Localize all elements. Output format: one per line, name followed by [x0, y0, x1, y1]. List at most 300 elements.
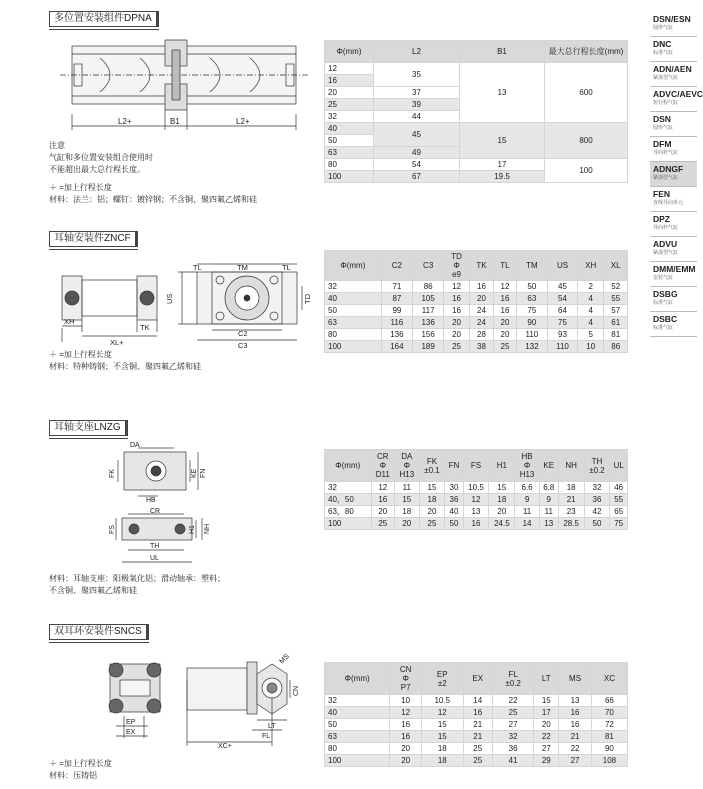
table-cell: 11 — [395, 482, 419, 494]
phi-cell: 100 — [325, 171, 374, 183]
sidebar-item-code: ADNGF — [653, 164, 684, 174]
table-cell: 75 — [548, 317, 578, 329]
table-cell: 108 — [591, 755, 627, 767]
dim-xl: XL+ — [110, 338, 124, 347]
table-cell: 13 — [539, 518, 558, 530]
dim-c2: C2 — [238, 329, 248, 338]
table-cell: 32 — [325, 695, 390, 707]
sidebar-item-subtitle: 标准气缸 — [653, 300, 674, 306]
col-header: LT — [534, 663, 559, 695]
table-cell: 40，50 — [325, 494, 372, 506]
sidebar-item-dfm[interactable] — [650, 137, 697, 162]
col-header: Φ(mm) — [325, 663, 390, 695]
col-header: UL — [610, 450, 628, 482]
table-cell: 110 — [548, 341, 578, 353]
col-header: Φ(mm) — [325, 450, 372, 482]
col-header: H1 — [489, 450, 515, 482]
table-cell: 65 — [610, 506, 628, 518]
table-cell: 22 — [559, 743, 592, 755]
sidebar-item-code: DFM — [653, 139, 672, 149]
col-header: FS — [463, 450, 489, 482]
b1-cell: 13 — [460, 63, 545, 123]
col-header: FL ±0.2 — [492, 663, 533, 695]
table-cell: 110 — [516, 329, 547, 341]
table-cell: 46 — [610, 482, 628, 494]
table-cell: 189 — [413, 341, 444, 353]
table-cell: 27 — [492, 719, 533, 731]
table-cell: 52 — [604, 281, 628, 293]
table-cell: 15 — [421, 731, 463, 743]
sncs-material: 材料：压铸铝 — [49, 771, 97, 780]
lnzg-table — [324, 449, 628, 530]
sncs-drawing — [92, 650, 307, 750]
col-header: CN Φ P7 — [390, 663, 422, 695]
table-cell: 54 — [548, 293, 578, 305]
table-cell: 16 — [444, 305, 469, 317]
dim-lt: LT — [268, 723, 276, 730]
dim-hb: HB — [146, 497, 156, 504]
table-row — [325, 755, 628, 767]
dim-th: TH — [150, 543, 160, 550]
dim-fn: FN — [200, 468, 207, 478]
dim-c3: C3 — [238, 341, 248, 350]
dim-tm: TM — [237, 263, 248, 272]
table-cell: 10.5 — [463, 482, 489, 494]
sidebar-item-subtitle: 标准气缸 — [653, 50, 674, 56]
col-header: FN — [445, 450, 463, 482]
table-row — [325, 494, 628, 506]
sidebar-item-subtitle: 紧凑型气缸 — [653, 175, 679, 181]
product-sidebar — [650, 12, 703, 337]
dim-ke: KE — [191, 468, 198, 478]
col-header: DA Φ H13 — [395, 450, 419, 482]
table-cell: 16 — [559, 707, 592, 719]
table-cell: 2 — [578, 281, 604, 293]
table-cell: 16 — [559, 719, 592, 731]
b1-cell: 15 — [460, 123, 545, 159]
sidebar-item-subtitle: 标准气缸 — [653, 325, 674, 331]
table-cell: 116 — [381, 317, 412, 329]
table-row — [325, 329, 628, 341]
col-header: Φ(mm) — [325, 251, 382, 281]
table-cell: 27 — [559, 755, 592, 767]
dim-us: US — [165, 293, 174, 304]
col-header: XC — [591, 663, 627, 695]
table-cell: 72 — [591, 719, 627, 731]
dim-td: TD — [303, 294, 312, 304]
table-cell: 18 — [558, 482, 584, 494]
table-cell: 5 — [578, 329, 604, 341]
table-row — [325, 731, 628, 743]
table-cell: 75 — [516, 305, 547, 317]
table-cell: 50 — [325, 305, 382, 317]
zncf-material: 材料：特种铸钢；不含铜、聚四氟乙烯和硅 — [49, 362, 201, 371]
table-cell: 22 — [492, 695, 533, 707]
table-row — [325, 281, 628, 293]
col-header: EP ±2 — [421, 663, 463, 695]
dim-nh: NH — [204, 523, 211, 534]
sidebar-item-dsn[interactable] — [650, 112, 697, 137]
l2-cell: 35 — [374, 63, 460, 87]
table-cell: 18 — [395, 506, 419, 518]
table-cell: 23 — [558, 506, 584, 518]
table-cell: 105 — [413, 293, 444, 305]
sidebar-item-code: DSBC — [653, 314, 678, 324]
sidebar-item-dmm-emm[interactable] — [650, 262, 697, 287]
table-cell: 40 — [325, 707, 390, 719]
max-cell: 100 — [545, 159, 628, 183]
table-cell: 40 — [325, 293, 382, 305]
table-cell: 63，80 — [325, 506, 372, 518]
table-cell: 25 — [371, 518, 395, 530]
lnzg-drawing — [108, 438, 218, 570]
table-cell: 25 — [419, 518, 445, 530]
col-header: C2 — [381, 251, 412, 281]
table-cell: 16 — [469, 281, 493, 293]
sidebar-item-dsn-esn[interactable] — [650, 12, 697, 37]
col-header: US — [548, 251, 578, 281]
zncf-table — [324, 250, 628, 353]
note-line-1: 气缸和多位置安装组合使用时 — [49, 153, 153, 162]
dim-ul: UL — [150, 555, 159, 562]
dim-tk: TK — [140, 323, 150, 332]
th-max-stroke: 最大总行程长度(mm) — [545, 41, 628, 63]
sidebar-item-code: DMM/EMM — [653, 264, 696, 274]
table-cell: 17 — [534, 707, 559, 719]
sidebar-item-advc-aevc[interactable] — [650, 87, 703, 112]
col-header: XL — [604, 251, 628, 281]
sidebar-item-dsbg[interactable] — [650, 287, 697, 312]
section-title-zncf: 耳轴安装件ZNCF — [49, 231, 138, 247]
table-cell: 32 — [325, 281, 382, 293]
sidebar-item-subtitle: 紧凑型气缸 — [653, 250, 679, 256]
sidebar-item-subtitle: 紧凑型气缸 — [653, 75, 679, 81]
table-cell: 38 — [469, 341, 493, 353]
table-cell: 81 — [591, 731, 627, 743]
table-cell: 15 — [419, 482, 445, 494]
col-header: TD Φ e9 — [444, 251, 469, 281]
b1-cell: 17 — [460, 159, 545, 171]
table-cell: 21 — [463, 731, 492, 743]
table-cell: 28 — [469, 329, 493, 341]
table-row — [325, 317, 628, 329]
dim-b1: B1 — [170, 117, 180, 126]
phi-cell: 80 — [325, 159, 374, 171]
table-cell: 18 — [489, 494, 515, 506]
table-cell: 18 — [421, 743, 463, 755]
dpna-legend: ＋ =加上行程长度 — [49, 183, 112, 192]
phi-cell: 20 — [325, 87, 374, 99]
th-b1: B1 — [460, 41, 545, 63]
l2-cell: 39 — [374, 99, 460, 111]
table-cell: 21 — [558, 494, 584, 506]
col-header: XH — [578, 251, 604, 281]
table-cell: 24 — [469, 317, 493, 329]
l2-cell: 49 — [374, 147, 460, 159]
table-cell: 12 — [390, 707, 422, 719]
col-header: EX — [463, 663, 492, 695]
table-cell: 18 — [419, 494, 445, 506]
sidebar-item-code: DSN/ESN — [653, 14, 691, 24]
sidebar-item-subtitle: 短行程气缸 — [653, 100, 679, 106]
table-cell: 25 — [494, 341, 517, 353]
table-cell: 20 — [371, 506, 395, 518]
table-cell: 71 — [381, 281, 412, 293]
dim-l2-right: L2+ — [236, 117, 250, 126]
table-row — [325, 305, 628, 317]
table-cell: 12 — [421, 707, 463, 719]
note-heading: 注意 — [49, 141, 65, 150]
table-cell: 20 — [419, 506, 445, 518]
table-cell: 55 — [604, 293, 628, 305]
table-cell: 22 — [534, 731, 559, 743]
sidebar-item-subtitle: 导向杆气缸 — [653, 225, 679, 231]
table-cell: 100 — [325, 755, 390, 767]
table-cell: 15 — [395, 494, 419, 506]
table-cell: 61 — [604, 317, 628, 329]
sncs-legend: ＋ =加上行程长度 — [49, 759, 112, 768]
lnzg-material-line-1: 材料：耳轴支座：阳极氧化铝；滑动轴承：塑料； — [49, 574, 225, 583]
zncf-drawing — [52, 258, 312, 350]
sidebar-item-fen[interactable] — [650, 187, 697, 212]
dpna-table — [324, 40, 628, 183]
table-cell: 75 — [610, 518, 628, 530]
table-cell: 132 — [516, 341, 547, 353]
table-cell: 66 — [591, 695, 627, 707]
table-cell: 32 — [584, 482, 610, 494]
section-title-sncs: 双耳环安装件SNCS — [49, 624, 149, 640]
table-cell: 13 — [559, 695, 592, 707]
table-cell: 20 — [494, 329, 517, 341]
table-row — [325, 341, 628, 353]
table-cell: 30 — [445, 482, 463, 494]
table-cell: 10.5 — [421, 695, 463, 707]
sidebar-item-dsbc[interactable] — [650, 312, 697, 337]
table-cell: 20 — [469, 293, 493, 305]
table-cell: 11 — [539, 506, 558, 518]
sidebar-item-code: ADVU — [653, 239, 678, 249]
sidebar-item-code: DPZ — [653, 214, 670, 224]
table-cell: 156 — [413, 329, 444, 341]
table-cell: 16 — [371, 494, 395, 506]
dim-tl-right: TL — [282, 263, 291, 272]
table-row — [325, 695, 628, 707]
phi-cell: 16 — [325, 75, 374, 87]
sidebar-item-advu[interactable] — [650, 237, 697, 262]
phi-cell: 50 — [325, 135, 374, 147]
table-cell: 86 — [413, 281, 444, 293]
table-cell: 25 — [492, 707, 533, 719]
table-cell: 14 — [463, 695, 492, 707]
table-cell: 32 — [325, 482, 372, 494]
dim-cn: CN — [293, 685, 300, 696]
dpna-notes — [49, 140, 153, 176]
max-cell: 600 — [545, 63, 628, 123]
table-cell: 12 — [444, 281, 469, 293]
table-cell: 63 — [325, 731, 390, 743]
b1-cell: 19.5 — [460, 171, 545, 183]
col-header: KE — [539, 450, 558, 482]
sidebar-item-dnc[interactable] — [650, 37, 697, 62]
table-cell: 64 — [548, 305, 578, 317]
col-header: TH ±0.2 — [584, 450, 610, 482]
dpna-drawing — [60, 38, 310, 138]
table-cell: 90 — [591, 743, 627, 755]
l2-cell: 67 — [374, 171, 460, 183]
table-row — [325, 293, 628, 305]
table-cell: 36 — [445, 494, 463, 506]
table-cell: 27 — [534, 743, 559, 755]
table-cell: 25 — [444, 341, 469, 353]
lnzg-material-line-2: 不含铜、聚四氟乙烯和硅 — [49, 586, 137, 595]
table-cell: 16 — [494, 305, 517, 317]
col-header: TL — [494, 251, 517, 281]
l2-cell: 44 — [374, 111, 460, 123]
sidebar-item-subtitle: 直线导向单元 — [653, 200, 684, 206]
table-cell: 20 — [489, 506, 515, 518]
table-cell: 86 — [604, 341, 628, 353]
col-header: HB Φ H13 — [515, 450, 539, 482]
sidebar-item-subtitle: 圆形气缸 — [653, 125, 674, 131]
table-row — [325, 482, 628, 494]
table-cell: 15 — [489, 482, 515, 494]
table-cell: 16 — [463, 518, 489, 530]
table-cell: 100 — [325, 341, 382, 353]
dim-tl-left: TL — [193, 263, 202, 272]
l2-cell: 37 — [374, 87, 460, 99]
lnzg-material — [49, 573, 225, 597]
table-row — [325, 719, 628, 731]
table-cell: 15 — [421, 719, 463, 731]
col-header: C3 — [413, 251, 444, 281]
sidebar-item-code: DSBG — [653, 289, 678, 299]
sidebar-item-subtitle: 圆形气缸 — [653, 25, 674, 31]
table-cell: 87 — [381, 293, 412, 305]
table-cell: 81 — [604, 329, 628, 341]
l2-cell: 54 — [374, 159, 460, 171]
table-row — [325, 506, 628, 518]
table-cell: 20 — [395, 518, 419, 530]
table-cell: 16 — [444, 293, 469, 305]
table-cell: 117 — [413, 305, 444, 317]
table-cell: 93 — [548, 329, 578, 341]
table-cell: 16 — [390, 731, 422, 743]
sidebar-item-code: ADN/AEN — [653, 64, 692, 74]
table-cell: 4 — [578, 293, 604, 305]
table-cell: 20 — [444, 317, 469, 329]
table-cell: 9 — [539, 494, 558, 506]
table-cell: 25 — [463, 755, 492, 767]
sidebar-item-code: DNC — [653, 39, 672, 49]
table-cell: 20 — [494, 317, 517, 329]
phi-cell: 32 — [325, 111, 374, 123]
table-cell: 57 — [604, 305, 628, 317]
dim-fk: FK — [109, 469, 116, 478]
dim-fs: FS — [109, 525, 116, 534]
th-l2: L2 — [374, 41, 460, 63]
sidebar-item-dpz[interactable] — [650, 212, 697, 237]
table-cell: 50 — [325, 719, 390, 731]
table-cell: 20 — [390, 755, 422, 767]
table-cell: 50 — [516, 281, 547, 293]
col-header: TM — [516, 251, 547, 281]
table-cell: 42 — [584, 506, 610, 518]
table-cell: 15 — [534, 695, 559, 707]
table-cell: 80 — [325, 743, 390, 755]
table-row — [325, 743, 628, 755]
dim-ms: MS — [278, 653, 291, 666]
col-header: FK ±0.1 — [419, 450, 445, 482]
table-cell: 12 — [463, 494, 489, 506]
table-cell: 63 — [325, 317, 382, 329]
sidebar-item-code: DSN — [653, 114, 671, 124]
table-cell: 13 — [463, 506, 489, 518]
table-cell: 32 — [492, 731, 533, 743]
dim-cr: CR — [150, 508, 161, 515]
l2-cell: 45 — [374, 123, 460, 147]
table-cell: 164 — [381, 341, 412, 353]
table-cell: 70 — [591, 707, 627, 719]
table-cell: 20 — [390, 743, 422, 755]
dpna-material: 材料：法兰：铝；螺钉：镀锌钢；不含铜、聚四氟乙烯和硅 — [49, 195, 257, 204]
table-cell: 24.5 — [489, 518, 515, 530]
table-cell: 25 — [463, 743, 492, 755]
dim-h1: H1 — [189, 525, 196, 534]
table-cell: 90 — [516, 317, 547, 329]
dim-xc: XC+ — [218, 743, 232, 750]
table-cell: 99 — [381, 305, 412, 317]
table-cell: 80 — [325, 329, 382, 341]
table-cell: 29 — [534, 755, 559, 767]
max-cell: 800 — [545, 123, 628, 159]
table-cell: 136 — [381, 329, 412, 341]
table-cell: 21 — [463, 719, 492, 731]
table-cell: 21 — [559, 731, 592, 743]
phi-cell: 63 — [325, 147, 374, 159]
table-cell: 16 — [390, 719, 422, 731]
sidebar-item-code: ADVC/AEVC — [653, 89, 703, 99]
table-cell: 6.6 — [515, 482, 539, 494]
table-cell: 16 — [494, 293, 517, 305]
table-cell: 28.5 — [558, 518, 584, 530]
table-cell: 24 — [469, 305, 493, 317]
note-line-2: 不能超出最大总行程长度。 — [49, 165, 145, 174]
table-cell: 10 — [578, 341, 604, 353]
table-cell: 20 — [534, 719, 559, 731]
phi-cell: 40 — [325, 123, 374, 135]
table-cell: 4 — [578, 317, 604, 329]
table-cell: 45 — [548, 281, 578, 293]
table-cell: 9 — [515, 494, 539, 506]
col-header: CR Φ D11 — [371, 450, 395, 482]
table-cell: 14 — [515, 518, 539, 530]
table-cell: 10 — [390, 695, 422, 707]
table-cell: 12 — [494, 281, 517, 293]
table-cell: 16 — [463, 707, 492, 719]
table-row — [325, 707, 628, 719]
table-cell: 63 — [516, 293, 547, 305]
sidebar-item-adngf[interactable] — [650, 162, 697, 187]
table-cell: 41 — [492, 755, 533, 767]
section-title-dpna: 多位置安装组件DPNA — [49, 11, 159, 27]
dim-xh: XH — [64, 317, 75, 326]
sidebar-item-adn-aen[interactable] — [650, 62, 697, 87]
col-header: TK — [469, 251, 493, 281]
dim-l2-left: L2+ — [118, 117, 132, 126]
sidebar-item-subtitle: 安装气缸 — [653, 275, 674, 281]
sidebar-item-code: FEN — [653, 189, 670, 199]
phi-cell: 25 — [325, 99, 374, 111]
